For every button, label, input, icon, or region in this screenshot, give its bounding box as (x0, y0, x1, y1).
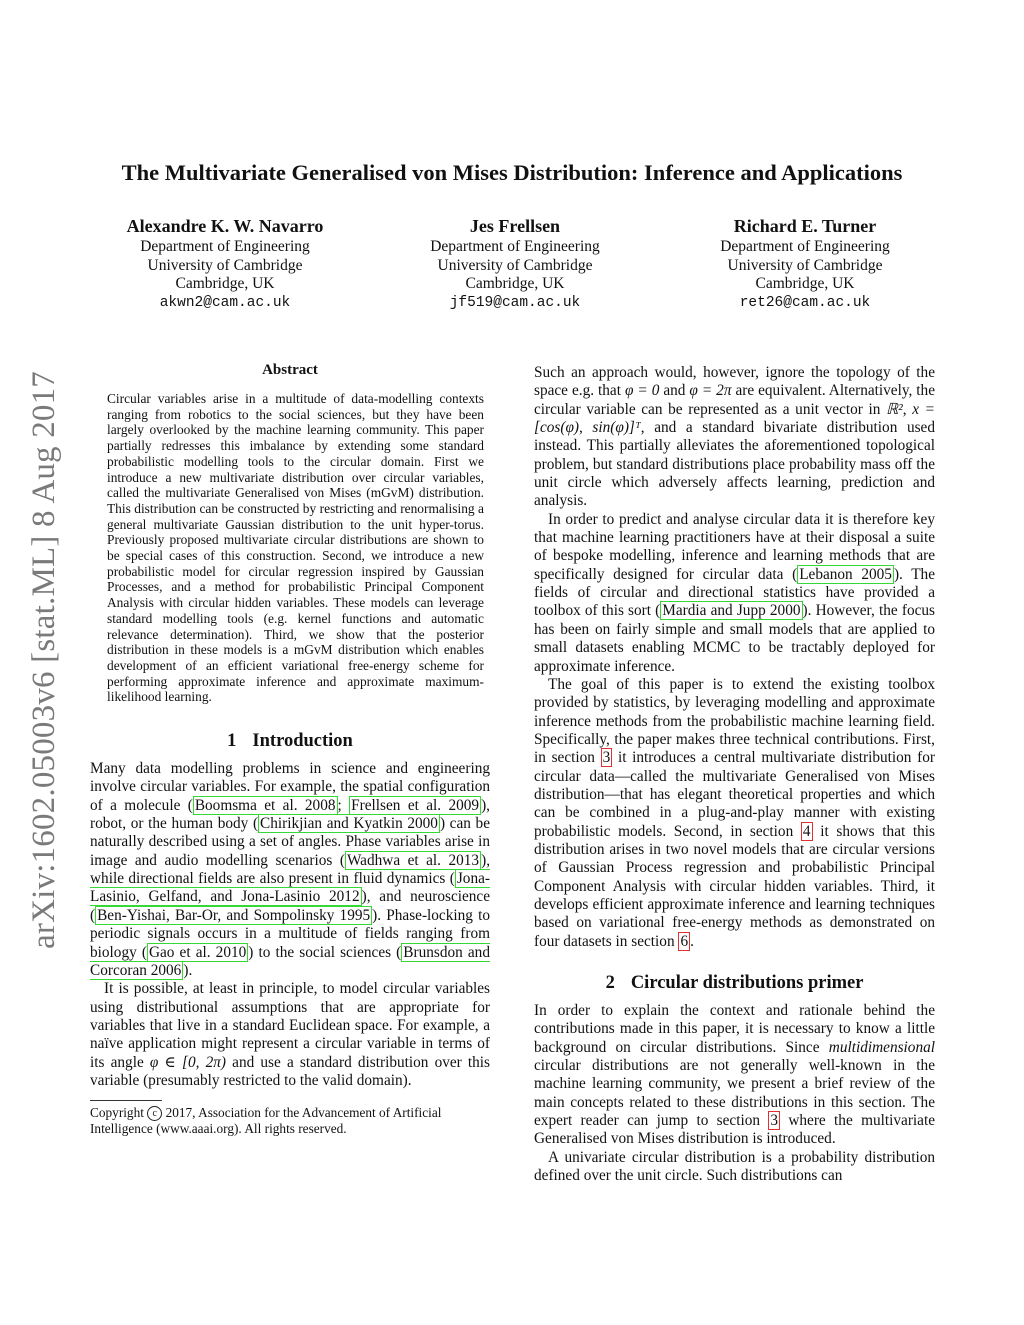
text-run: . (690, 932, 694, 950)
primer-paragraph-1 (534, 1002, 935, 1149)
section-number: 1 (227, 731, 237, 752)
right-column (534, 364, 935, 1185)
copyright-icon: c (147, 1106, 162, 1121)
right-paragraph-1 (534, 364, 935, 511)
author-name: Alexandre K. W. Navarro (126, 216, 324, 236)
text-run: where the multivariate Generalised von Mises distribution is introduced. (534, 1112, 935, 1148)
text-run: ; (337, 796, 350, 814)
intro-paragraph-1 (90, 760, 490, 980)
text-run: Many data modelling problems in science and engineering involve circular variables. For example, the spatial configuration of a molecule ( (90, 760, 490, 814)
right-paragraph-3 (534, 676, 935, 951)
math-inline: φ = 2π (689, 382, 732, 400)
section-reference-link[interactable]: 4 (802, 822, 811, 840)
footnote-divider (90, 1100, 162, 1101)
author-dept: Department of Engineering (720, 238, 890, 255)
primer-paragraph-2: A univariate circular distribution is a probability distribution defined over the unit circle. Such distributions can (534, 1148, 935, 1185)
citation-link[interactable]: Wadhwa et al. 2013 (346, 851, 480, 869)
text-run: and use a standard distribution over this variable (presumably restricted to the valid domain). (90, 1053, 491, 1089)
arxiv-id: arXiv:1602.05003v6 [stat.ML] 8 Aug 2017 (25, 371, 62, 949)
text-run: circular distributions are not generally well-known in the machine learning community, we present a brief review of the main concepts related to these distributions in this section. The expert reader can jump to section (534, 1057, 935, 1130)
text-run: ), while directional fields are also present in fluid dynamics ( (90, 851, 491, 888)
text-run: , (902, 400, 913, 418)
author-dept: Department of Engineering (140, 238, 310, 255)
author-block (100, 214, 930, 312)
citation-link[interactable]: Frellsen et al. 2009 (351, 796, 480, 814)
paper-title: The Multivariate Generalised von Mises Distribution: Inference and Applications (121, 160, 903, 185)
section-title: Circular distributions primer (630, 973, 864, 993)
abstract-heading: Abstract (262, 362, 318, 378)
author-univ: University of Cambridge (147, 256, 303, 274)
citation-link[interactable]: Mardia and Jupp 2000 (662, 602, 801, 620)
author-univ: University of Cambridge (437, 256, 593, 274)
right-paragraph-2 (534, 511, 935, 676)
arxiv-watermark (14, 350, 74, 970)
math-inline: ℝ² (886, 400, 903, 418)
citation-link[interactable]: Gao et al. 2010 (148, 943, 247, 961)
text-run: 2017, Association for the Advancement of Artificial Intelligence (www.aaai.org). All rights reserved. (90, 1105, 442, 1137)
citation-link[interactable]: Ben-Yishai, Bar-Or, and Sompolinsky 1995 (97, 906, 371, 924)
citation-link[interactable]: Chirikjian and Kyatkin 2000 (260, 815, 438, 833)
citation-link[interactable]: Lebanon 2005 (799, 565, 892, 583)
author-email[interactable]: akwn2@cam.ac.uk (159, 294, 291, 311)
text-run: The goal of this paper is to extend the existing toolbox provided by statistics, by leveraging modelling and approximate inference methods from the probabilistic machine learning field. Specifically, the paper makes three technical contributions. First, in section (534, 675, 935, 767)
author-email[interactable]: ret26@cam.ac.uk (739, 294, 871, 311)
text-run: are equivalent. Alternatively, the circular variable can be represented as a unit vector in (534, 382, 935, 418)
text-run: ) can be naturally described using a set of angles. Phase variables arise in image and audio modelling scenarios ( (90, 815, 490, 869)
math-inline: φ ∈ [0, 2π) (149, 1053, 226, 1071)
citation-link[interactable]: Jona-Lasinio, Gelfand, and Jona-Lasinio 2012 (90, 870, 490, 906)
text-run: it introduces a central multivariate distribution for circular data—called the multivariate Generalised von Mises distribution—that has elegant theoretical properties and which can be combined in a plug-and-play manner with existing probabilistic models. Second, in section (534, 749, 935, 840)
emphasis: multidimensional (828, 1038, 935, 1056)
section-reference-link[interactable]: 3 (602, 749, 611, 767)
section-heading-circular-primer (534, 973, 935, 994)
abstract-text: Circular variables arise in a multitude of data-modelling contexts ranging from robotics to the social sciences, but they have been largely overlooked by the machine learning community. This paper partially redresses this imbalance by extending some standard probabilistic modelling tools to the circular domain. First we introduce a new multivariate distribution over circular variables, called the multivariate Generalised von Mises (mGvM) distribution. This distribution can be constructed by restricting and renormalising a general multivariate Gaussian distribution to the unit hyper-torus. Previously proposed multivariate circular distributions are shown to be special cases of this construction. Second, we introduce a new probabilistic model for circular regression inspired by Gaussian Processes, and a method for probabilistic Principal Component Analysis with circular hidden variables. These models can leverage standard modelling tools (e.g. kernel functions and automatic relevance determination). Third, we show that the posterior distribution in these models is a mGvM distribution which enables development of an efficient variational free-energy scheme for performing approximate inference and approximate maximum-likelihood learning. (107, 391, 484, 705)
section-heading-introduction (90, 731, 490, 752)
intro-paragraph-2 (90, 980, 490, 1090)
text-run: In order to explain the context and rationale behind the contributions made in this paper, it is necessary to know a little background on circular distributions. Since (534, 1002, 935, 1056)
text-run: ). The fields of circular and directional statistics have provided a toolbox of this sort ( (534, 565, 935, 620)
text-run: It is possible, at least in principle, to model circular variables using distributional assumptions that are appropriate for variables that live in a standard Euclidean space. For example, a naïve application might represent a circular variable in terms of its angle (90, 980, 490, 1071)
text-run: it shows that this distribution arises in two novel models that are circular versions of Gaussian Process regression and probabilistic Principal Component Analysis with circular hidden variables. Third, it develops efficient approximate inference and learning techniques based on variational free-energy methods as demonstrated on four datasets in section (534, 822, 935, 950)
author-3 (680, 214, 930, 312)
text-run: In order to predict and analyse circular data it is therefore key that machine learning practitioners have at their disposal a suite of bespoke modelling, inference and learning methods that are specifically designed for circular data ( (534, 510, 935, 583)
author-location: Cambridge, UK (465, 275, 565, 292)
text-run: and (659, 382, 690, 400)
left-column (90, 362, 490, 1137)
text-run: ). (183, 961, 193, 979)
text-run: Such an approach would, however, ignore the topology of the space e.g. that (534, 364, 935, 400)
author-univ: University of Cambridge (727, 256, 883, 274)
text-run: ). Phase-locking to periodic signals occurs in a multitude of fields ranging from biology ( (90, 906, 490, 961)
text-run: ), robot, or the human body ( (90, 796, 490, 833)
section-number: 2 (605, 973, 615, 993)
text-run: , and a standard bivariate distribution used instead. This partially alleviates the aforementioned topological problem, but standard distributions place probability mass off the unit circle which adversely affects learning, prediction and analysis. (534, 419, 935, 510)
author-location: Cambridge, UK (175, 275, 275, 292)
author-2 (390, 214, 640, 312)
text-run: ) to the social sciences ( (248, 943, 402, 961)
author-1 (100, 214, 350, 312)
author-dept: Department of Engineering (430, 238, 600, 255)
text-run: Copyright (90, 1105, 148, 1121)
copyright-footnote (90, 1105, 490, 1137)
citation-link[interactable]: Boomsma et al. 2008 (194, 796, 336, 814)
text-run: ). However, the focus has been on fairly simple and small models that are applied to small datasets enabling MCMC to be tractably deployed for approximate inference. (534, 602, 935, 675)
citation-link[interactable]: Brunsdon and Corcoran 2006 (90, 943, 490, 979)
section-reference-link[interactable]: 6 (680, 932, 689, 950)
author-name: Richard E. Turner (733, 216, 877, 236)
section-reference-link[interactable]: 3 (770, 1112, 779, 1130)
author-email[interactable]: jf519@cam.ac.uk (449, 294, 581, 311)
math-inline: x = [cos(φ), sin(φ)]ᵀ (534, 400, 935, 437)
section-title: Introduction (252, 731, 353, 752)
math-inline: φ = 0 (624, 382, 660, 400)
text-run: ), and neuroscience ( (90, 888, 491, 924)
author-name: Jes Frellsen (469, 216, 561, 236)
author-location: Cambridge, UK (755, 275, 855, 292)
